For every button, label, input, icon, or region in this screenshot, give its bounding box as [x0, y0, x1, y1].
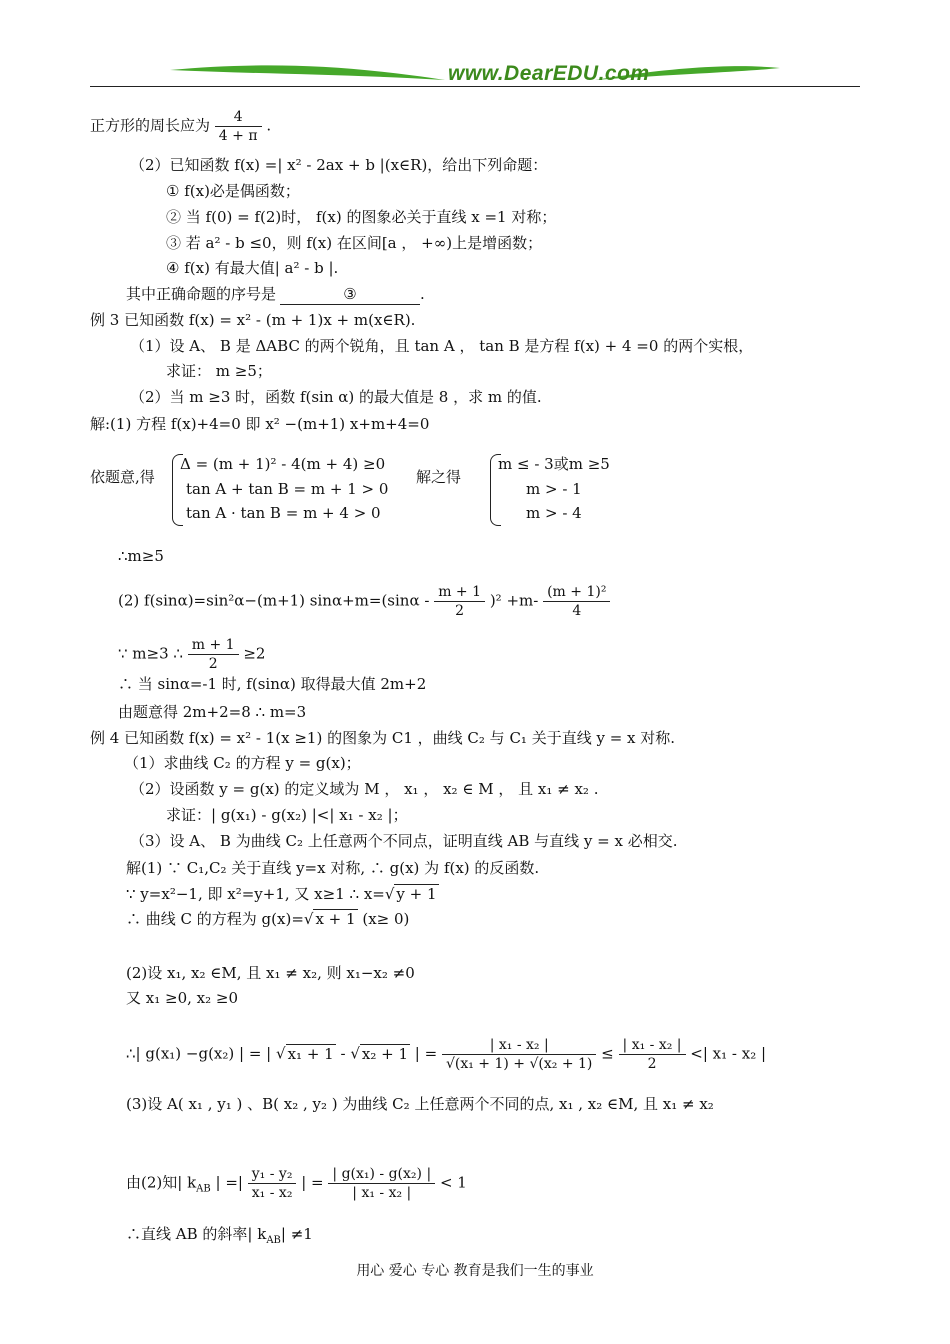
claim-2: ② 当 f(0) = f(2)时， f(x) 的图象必关于直线 x =1 对称；: [166, 208, 557, 226]
result-eq-2: m > - 1: [526, 480, 582, 498]
example-4-part-2: （2）设函数 y = g(x) 的定义域为 M ， x₁ ， x₂ ∈ M ， 且 x₁ ≠ x₂ .: [130, 780, 599, 798]
example-4-title: 例 4 已知函数 f(x) = x² - 1(x ≥1) 的图象为 C1 ，曲线 C₂ 与 C₁ 关于直线 y = x 对称.: [90, 729, 676, 747]
claim-1: ① f(x)必是偶函数；: [166, 182, 300, 200]
solution-2-expansion: (2) f(sinα)=sin²α−(m+1) sinα+m=(sinα - $\frac{m + 1}{2}$ )² +m- $\frac{\text{(m + 1)²}}{4}$: [118, 583, 610, 620]
system-eq-3: tan A · tan B = m + 4 > 0: [186, 504, 381, 522]
solution-4-2-line-2: 又 x₁ ≥0, x₂ ≥0: [126, 989, 239, 1007]
example-4-part-2-prove: 求证：| g(x₁) - g(x₂) |<| x₁ - x₂ |；: [166, 806, 408, 824]
system-intro: 依题意,得: [90, 468, 155, 486]
solution-2-max: ∴ 当 sinα=-1 时, f(sinα) 取得最大值 2m+2: [118, 675, 427, 693]
solution-2-bound: ∵ m≥3 ∴ $\frac{m + 1}{2}$ ≥2: [118, 637, 266, 672]
example-4-part-1: （1）求曲线 C₂ 的方程 y = g(x)；: [124, 754, 361, 772]
solution-1-line: 解:(1) 方程 f(x)+4=0 即 x² −(m+1) x+m+4=0: [90, 415, 430, 433]
conclusion-m-ge-5: ∴m≥5: [118, 547, 164, 565]
solve-label: 解之得: [416, 468, 462, 486]
fraction-4-over-4-plus-pi: $\frac{4}{4 + \pi}$: [215, 108, 262, 145]
solution-4-2-line-1: (2)设 x₁, x₂ ∈M, 且 x₁ ≠ x₂, 则 x₁−x₂ ≠0: [126, 964, 415, 982]
answer-line: 其中正确命题的序号是 ③ .: [126, 285, 425, 303]
solution-2-result: 由题意得 2m+2=8 ∴ m=3: [118, 703, 307, 721]
solution-4-1-line-2: ∵ y=x²−1, 即 x²=y+1, 又 x≥1 ∴ x=√ y + 1: [126, 885, 437, 903]
header-rule: [90, 86, 860, 87]
line-square-perimeter: 正方形的周长应为 $\frac{4}{4 + \pi}$ .: [90, 109, 272, 144]
problem-2-statement: （2）已知函数 f(x) =| x² - 2ax + b |(x∈R)，给出下列命题：: [130, 156, 548, 174]
solution-4-2-inequality: ∴| g(x₁) −g(x₂) | = | √ x₁ + 1 - √ x₂ + 1 | = $\frac{\text{| x₁ - x₂ |}}{\text{√(x₁ + 1) + √(x₂ + 1)}}$ ≤ $\frac{\text{| x₁ - x₂ |}}{2}$ <| x₁ - x₂ |: [126, 1037, 767, 1072]
result-eq-3: m > - 4: [526, 504, 582, 522]
solution-4-1-line-1: 解(1) ∵ C₁,C₂ 关于直线 y=x 对称, ∴ g(x) 为 f(x) 的反函数.: [126, 859, 540, 877]
site-brand[interactable]: www.DearEDU.com: [448, 62, 650, 85]
page-footer: 用心 爱心 专心 教育是我们一生的事业: [356, 1263, 594, 1279]
example-3-title: 例 3 已知函数 f(x) = x² - (m + 1)x + m(x∈R).: [90, 311, 416, 329]
solution-4-3-conclusion: ∴直线 AB 的斜率| $k_{AB}| \ne 1$: [126, 1225, 313, 1246]
example-3-part-1: （1）设 A、 B 是 ΔABC 的两个锐角，且 tan A ， tan B 是方程 f(x) + 4 =0 的两个实根，: [130, 337, 754, 355]
claim-3: ③ 若 a² - b ≤0，则 f(x) 在区间[a ， +∞)上是增函数；: [166, 234, 543, 252]
claim-4: ④ f(x) 有最大值| a² - b |.: [166, 259, 339, 277]
answer-blank: ③: [280, 284, 420, 305]
solution-4-1-line-3: ∴ 曲线 C 的方程为 g(x)=√ x + 1 (x≥ 0): [126, 910, 410, 928]
system-eq-2: tan A + tan B = m + 1 > 0: [186, 480, 389, 498]
example-3-part-1-prove: 求证： m ≥5；: [166, 362, 272, 380]
system-eq-1: Δ = (m + 1)² - 4(m + 4) ≥0: [180, 455, 386, 473]
example-4-part-3: （3）设 A、 B 为曲线 C₂ 上任意两个不同点，证明直线 AB 与直线 y = x 必相交.: [130, 832, 678, 850]
result-eq-1: m ≤ - 3或m ≥5: [498, 455, 610, 473]
solution-4-3-slope: 由(2)知| $k_{AB}$ | =| $\frac{\text{y₁ - y₂}}{\text{x₁ - x₂}}$ | = $\frac{\text{| g(x₁) - g(x₂) |}}{\text{| x₁ - x₂ |}}$ < 1: [126, 1166, 467, 1201]
solution-4-3-line-1: (3)设 A( x₁ , y₁ ) 、B( x₂ , y₂ ) 为曲线 C₂ 上任意两个不同的点, x₁ , x₂ ∈M, 且 x₁ ≠ x₂: [126, 1095, 714, 1113]
example-3-part-2: （2）当 m ≥3 时，函数 f(sin α) 的最大值是 8 ，求 m 的值.: [130, 388, 542, 406]
